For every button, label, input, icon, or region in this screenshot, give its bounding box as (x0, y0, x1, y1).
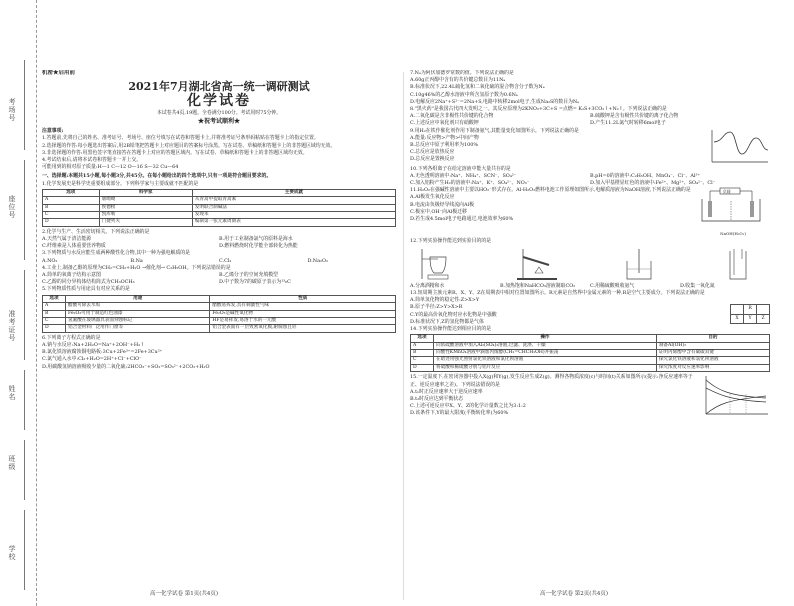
footer-page-1: 高一化学试卷 第1页(共4页) (150, 591, 219, 597)
notice-heading: 注意事项: (42, 128, 64, 135)
question-3-options (42, 258, 396, 265)
table-row (43, 212, 396, 219)
question-8-options (410, 120, 770, 127)
table-header-row (43, 295, 396, 302)
table-header: 目的 (656, 335, 769, 342)
table-cell: B (43, 310, 66, 317)
energy-diagram (708, 128, 770, 166)
table-row (43, 219, 396, 226)
grid-cell: Z (757, 314, 770, 324)
margin-label-seat: 座位号 (8, 195, 16, 219)
margin-line (24, 270, 25, 360)
option: D.总反应是置换反应 (410, 156, 455, 163)
table-header: 主要成就 (192, 189, 395, 196)
table-cell: C (43, 317, 66, 324)
table-header-row (411, 335, 770, 342)
table-header: 选项 (43, 189, 100, 196)
page-2 (410, 70, 770, 600)
exam-title: 2021年7月湖北省高一统一调研测试 (128, 80, 310, 93)
table-row (43, 197, 396, 204)
binding-margin (0, 0, 37, 606)
table-row (411, 364, 770, 371)
question-9-stem: 9.用H₂在铁作催化剂作用下制备氨气,其能量变化如图所示。下列说法正确的是 (410, 127, 579, 134)
table-cell: 向酸性KMnO₄溶液中滴加丙烯醇(CH₂=CHCH₂OH)并振荡 (434, 350, 657, 357)
option: C.用稀硫酸吸收氨气 (590, 282, 635, 289)
question-4-stem: 4.工业上,制备乙醇的原理为CH₂=CH₂+H₂O →催化剂→ C₂H₅OH。下列说法错误的是 (42, 264, 231, 271)
question-8-stem: 8."黑火药"是我国古代四大发明之一。其反应原理为2KNO₃+3C+S =点燃= K₂S+3CO₂↑+N₂↑。下列说法正确的是 (410, 106, 667, 113)
table-cell: A (43, 197, 100, 204)
table-row (411, 357, 770, 364)
table-cell: D (43, 325, 66, 332)
option: C.Y的最高价氧化物对应水化物是中强酸 (410, 311, 497, 318)
grid-cell: R (743, 305, 756, 315)
table-row (43, 303, 396, 310)
margin-label-class: 班级 (8, 455, 16, 471)
question-12-stem: 12.下列实验操作能达到实验目的的是 (410, 237, 492, 244)
table-cell: 编制第一张元素周期表 (192, 219, 395, 226)
margin-label-exam-room: 考场号 (8, 98, 16, 122)
ammonia-absorption-icon (607, 247, 671, 281)
option: A.t₁时正反应速率大于逆反应速率 (410, 388, 483, 395)
question-13-stem: 13.短周期主族元素R、X、Y、Z在周期表中相对位置如图所示。R元素是自然界中金属元素的一种,R是空气主要成分。下列说法正确的是 (410, 290, 705, 297)
margin-label-name: 姓名 (8, 385, 16, 401)
question-14-table (410, 334, 770, 372)
option: A.简单的氧离子结构示意图 (42, 272, 101, 279)
question-12-options (410, 283, 770, 290)
table-cell: HF是易挥发,易溶于水的一元酸 (210, 317, 396, 324)
table-cell: 制备Al(OH)₃ (656, 342, 769, 349)
distillation-apparatus-icon (410, 247, 474, 281)
option: A.天然气属于清洁能源 (42, 236, 92, 243)
table-cell: Fe₂O₃可用于制造红色油漆 (66, 310, 210, 317)
option: B.用于工业制备氯气的原料是海水 (219, 236, 293, 243)
question-14-stem: 14.下列实验操作能达到相应目的的是 (410, 326, 492, 333)
question-7-stem: 7.Nₐ为阿伏加德罗常数的值。下列说法正确的是 (410, 70, 514, 76)
fuel-cell-icon (696, 187, 766, 227)
option: A.二氧化碳是含非极性共价键的化合物 (410, 113, 494, 120)
question-11-block (410, 187, 770, 237)
table-header: 用途 (66, 295, 210, 302)
option: D.标准状况下,Z的氢化物都是气体 (410, 318, 484, 325)
table-cell: A (411, 342, 434, 349)
grid-cell: Y (743, 314, 756, 324)
table-cell: C (43, 212, 100, 219)
option: A.简单氢化物的稳定性:Z>X>Y (410, 297, 480, 304)
table-cell: Fe₂O₃是碱性氧化物 (210, 310, 396, 317)
table-cell: 探究浓度对反应速率影响 (656, 364, 769, 371)
table-header: 选项 (411, 335, 434, 342)
table-cell: 侯德榜 (99, 204, 192, 211)
table-cell: 从青蒿中提取青蒿素 (192, 197, 395, 204)
option: D.用碳酸氢钠溶液吸收少量的二氧化硫:2HCO₃⁻+SO₂=SO₃²⁻+2CO₂+H₂O (42, 363, 210, 370)
question-1-stem: 1.化学发展史是科学史重要组成部分。下列科学家与主要成就不匹配的是 (42, 180, 199, 187)
cell-solution-label: NaOH(H₂O₂) (720, 231, 746, 237)
concentration-time-graph (700, 374, 770, 418)
question-10-stem: 10.下列各组离子在给定溶液中能大量共存的是 (410, 165, 511, 172)
margin-line (24, 440, 25, 500)
option: B.t₂时反应达到平衡状态 (410, 395, 464, 402)
option: C.乙醇的同分异构体结构简式为CH₃OCH₃ (42, 279, 135, 286)
grid-cell: X (731, 314, 744, 324)
option: C.纤维素是人体重要营养物质 (42, 243, 106, 250)
table-cell: 探究氯化铁溶液和氯化钡溶液 (656, 357, 769, 364)
option: B.氯化铁溶液腐蚀铜电路板:3Cu+2Fe³⁺=2Fe+3Cu²⁺ (42, 349, 163, 356)
option: C.上述可逆反应中X、Y、Z的化学计量数之比为3:1:2 (410, 403, 526, 410)
question-12-apparatus (410, 247, 770, 281)
option: B.Na (130, 257, 143, 264)
table-cell: A (43, 303, 66, 310)
option: C.极室中,OH⁻向Al极迁移 (410, 208, 467, 215)
periodic-grid (730, 304, 770, 324)
option: B.电流由负极经导线流向Al极 (410, 201, 475, 208)
exam-note: 本试卷共4页,19题。全卷满分100分。考试用时75分钟。 (156, 110, 282, 116)
question-2-stem: 2.化学与生产、生活密切相关。下列说法正确的是 (42, 228, 150, 235)
margin-label-ticket: 准考证号 (8, 310, 16, 342)
question-13-block (410, 290, 770, 326)
table-cell: 发明联合制碱法 (192, 204, 395, 211)
section-heading: 一、选择题:本题共15小题,每小题3分,共45分。在每小题给出的四个选项中,只有一项是符合题目要求的。 (42, 173, 272, 180)
footer-page-2: 高一化学试卷 第2页(共4页) (540, 591, 609, 597)
option: C.加入铝粉产生H₂的溶液中:Na⁺、K⁺、SO₄²⁻、NO₃⁻ (410, 180, 530, 187)
notice-item: 2.选择题的作答:每小题选出答案后,用2B铅笔把答题卡上对应题目的答案标号涂黑。写在试卷、草稿纸和答题卡上的非答题区域均无效。 (42, 142, 336, 149)
option: B.pH=0的溶液中:C₂H₅OH、MnO₄⁻、Cl⁻、Al³⁺ (590, 172, 701, 179)
option: C.总反应是放热反应 (410, 149, 455, 156)
question-6-stem: 6.下列离子方程式正确的是 (42, 334, 101, 341)
question-11-stem: 11.H₂O₂在强碱性溶液中主要以HO₂⁻形式存在。Al-H₂O₂燃料电池工作原理如图所示,电解质溶液为NaOH溶液,下列说法正确的是 (410, 187, 691, 194)
option: A.60g正丙醇中含有的共价键总数目为11Nₐ (410, 77, 506, 84)
table-cell: 铝合金表面有一层致密氧化膜,耐腐蚀且轻 (210, 325, 396, 332)
table-cell: B (43, 204, 100, 211)
question-15-stem: 15.一定温度下,在密闭容器中投入X(g)和Y(g),发生反应生成Z(g)。测得各物质浓度(c)与时间(t)关系如图所示(提示:净反应速率等于正、逆反应速率之差)。下列说法错误的是 (410, 374, 693, 388)
question-1-table (42, 189, 396, 227)
table-header: 操作 (434, 335, 657, 342)
table-header: 性质 (210, 295, 396, 302)
page-1 (42, 70, 396, 600)
table-cell: D (411, 364, 434, 371)
table-cell: 证明丙烯醇中含有碳碳双键 (656, 350, 769, 357)
table-header: 科学家 (99, 189, 192, 196)
option: D.产生11.2L氮气时转移6mol电子 (590, 120, 666, 127)
option: A.无色透明溶液中:Na⁺、NH₄⁺、SCN⁻、SO₄²⁻ (410, 172, 517, 179)
option: A.钠与水反应:Na+2H₂O=Na⁺+2OH⁻+H₂↑ (42, 341, 145, 348)
option: B.加热饱和NaHCO₃溶液制取CO₂ (500, 282, 576, 289)
option: B.硫酸钾是含有极性共价键的离子化合物 (590, 113, 679, 120)
question-3-stem: 3.下列物质与水反应能生成两种酸性化合物,其中一种为强电解质的是 (42, 250, 191, 257)
notice-item: 3.非选择题的作答:用黑色签字笔直接答在答题卡上对应的答题区域内。写在试卷、草稿纸和答题卡上的非答题区域均无效。 (42, 149, 308, 156)
table-cell: 向浓硫酸溶液中加入Al₂(SO₄)₃溶液,过滤、洗涤、干燥 (434, 342, 657, 349)
table-row (43, 317, 396, 324)
margin-label-school: 学校 (8, 545, 16, 561)
question-9-block (410, 128, 770, 166)
table-cell: 醋酸易挥发,具有刺激性气味 (210, 303, 396, 310)
option: D.电解反应2Na⁺+S²⁻=2Na+S,电路中转移2mol电子,生成Na₂S的数目为Nₐ (410, 98, 580, 105)
table-cell: 在暗处用强光照射氯化铁溶液和氯化钡溶液 (434, 357, 657, 364)
table-cell: 铝合金材料广泛用作门窗等 (66, 325, 210, 332)
page-divider (403, 72, 404, 600)
table-cell: 醋酸可除去水垢 (66, 303, 210, 310)
option: C.10g46%的乙醇水溶液中所含氢原子数为0.6Nₐ (410, 91, 518, 98)
question-5-stem: 5.下列物质性质与用途具有对应关系的是 (42, 286, 130, 293)
notice-item: 4.考试结束后,请将本试卷和答题卡一并上交。 (42, 157, 142, 164)
heating-test-tube-icon (509, 247, 573, 281)
option: A.Al极发生氧化反应 (410, 194, 455, 201)
subject-title: 化学试卷 (187, 93, 251, 109)
table-cell: C (411, 357, 434, 364)
option: B.原子半径:Z>Y>X>R (410, 304, 463, 311)
table-header: 选项 (43, 295, 66, 302)
table-cell: 氢氟酸在玻璃器具表面刻蚀标记 (66, 317, 210, 324)
option: B.标准状况下,22.4L硫化氢和二氧化硫的混合物含分子数为Nₐ (410, 84, 545, 91)
notice-item: 1.答题前,先将自己的姓名、准考证号、考场号、座位号填写在试卷和答题卡上,并将准考证号条形码粘贴在答题卡上的指定位置。 (42, 135, 319, 142)
load-label: 负载 (723, 189, 731, 195)
table-cell: D (43, 219, 100, 226)
table-row (411, 350, 770, 357)
fuel-cell-diagram (696, 187, 770, 237)
secret-tag: 机密★启用前 (42, 70, 76, 76)
option: D.收集一氧化氮 (680, 282, 715, 289)
table-cell: 屠呦呦 (99, 197, 192, 204)
table-row (43, 325, 396, 332)
table-row (411, 342, 770, 349)
margin-line (24, 60, 25, 150)
gas-collection-icon (706, 247, 770, 281)
question-15-block (410, 374, 770, 418)
option: B.总反应中原子利用率为100% (410, 142, 479, 149)
table-cell: 门捷列夫 (99, 219, 192, 226)
option: D.燃料燃烧时化学能全部转化为热能 (219, 243, 298, 250)
margin-line (24, 370, 25, 430)
option: D.若生成4.5mol电子电路通过,电池效率为60% (410, 216, 514, 223)
table-header-row (43, 189, 396, 196)
table-cell: B (411, 350, 434, 357)
option: C.上述反应中氧化剂只有硝酸钾 (410, 120, 479, 127)
question-5-table (42, 295, 396, 333)
good-luck: ★祝考试顺利★ (197, 118, 240, 126)
table-cell: 凯库勒 (99, 212, 192, 219)
option: C.氯气通入水中:Cl₂+H₂O=2H⁺+Cl⁻+ClO⁻ (42, 356, 142, 363)
option: A.NO₂ (42, 257, 58, 264)
option: A.能量:反应物>产物>中间产物 (410, 134, 479, 141)
option: C.Cl₂ (219, 257, 232, 264)
option: A.分离酒精和水 (410, 282, 445, 289)
table-cell: 发现苯 (192, 212, 395, 219)
table-row (43, 204, 396, 211)
option: D.Na₂O₂ (307, 257, 328, 264)
option: D.加入甲基橙显红色的溶液中:Fe²⁺、Mg²⁺、SO₄²⁻、Cl⁻ (590, 180, 716, 187)
margin-line (24, 160, 25, 260)
atomic-masses: 可能用到的相对原子质量:H—1 C—12 O—16 S—32 Cu—64 (42, 164, 179, 171)
option: D.该条件下,Y的最大限度(平衡转化率)为60% (410, 410, 509, 417)
option: B.乙烯分子的空间充填模型 (219, 272, 278, 279)
table-cell: 将硫酸和稀硫酸分别与铝片反应 (434, 364, 657, 371)
option: D.中子数为7的碳原子表示为¹³₆C (219, 279, 291, 286)
margin-line (24, 510, 25, 590)
question-10-options (410, 173, 770, 180)
table-row (43, 310, 396, 317)
